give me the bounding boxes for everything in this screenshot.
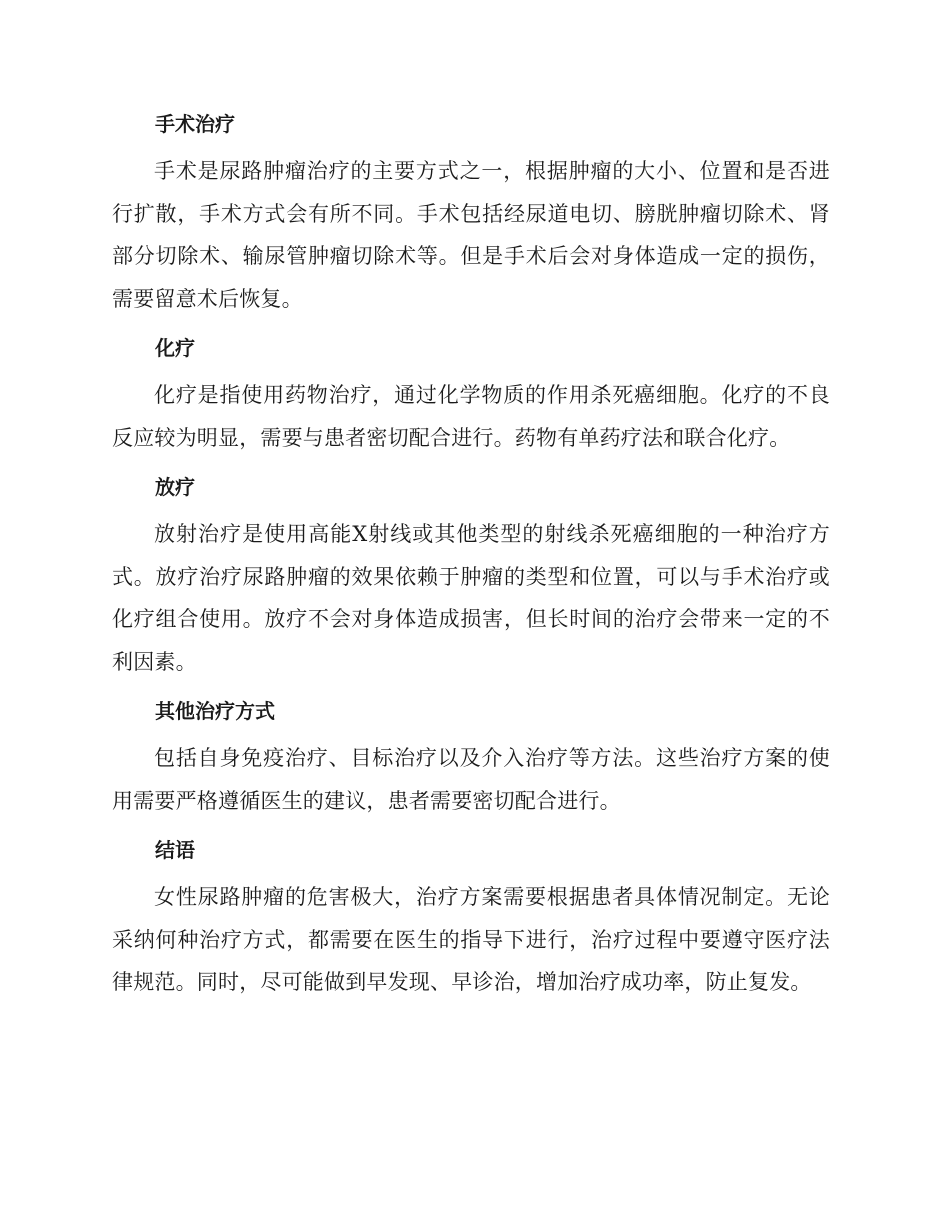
section-paragraph: 化疗是指使用药物治疗，通过化学物质的作用杀死癌细胞。化疗的不良反应较为明显，需要与患者密切配合进行。药物有单药疗法和联合化疗。: [112, 383, 830, 450]
section-paragraph: 放射治疗是使用高能X射线或其他类型的射线杀死癌细胞的一种治疗方式。放疗治疗尿路肿瘤的效果依赖于肿瘤的类型和位置，可以与手术治疗或化疗组合使用。放疗不会对身体造成损害，但长时间的治疗会带来一定的不利因素。: [112, 522, 830, 674]
section-conclusion: [112, 834, 830, 1004]
section-radiotherapy: [112, 471, 830, 683]
section-heading: 放疗: [155, 475, 195, 499]
section-paragraph: 手术是尿路肿瘤治疗的主要方式之一，根据肿瘤的大小、位置和是否进行扩散，手术方式会有所不同。手术包括经尿道电切、膀胱肿瘤切除术、肾部分切除术、输尿管肿瘤切除术等。但是手术后会对身体造成一定的损伤，需要留意术后恢复。: [112, 159, 830, 311]
section-other-treatments: [112, 695, 830, 822]
section-heading: 手术治疗: [155, 112, 235, 136]
section-paragraph: 包括自身免疫治疗、目标治疗以及介入治疗等方法。这些治疗方案的使用需要严格遵循医生的建议，患者需要密切配合进行。: [112, 746, 830, 813]
section-heading: 其他治疗方式: [155, 699, 275, 723]
section-chemotherapy: [112, 332, 830, 459]
section-paragraph: 女性尿路肿瘤的危害极大，治疗方案需要根据患者具体情况制定。无论采纳何种治疗方式，都需要在医生的指导下进行，治疗过程中要遵守医疗法律规范。同时，尽可能做到早发现、早诊治，增加治疗成功率，防止复发。: [112, 885, 830, 994]
section-heading: 结语: [155, 838, 195, 862]
section-heading: 化疗: [155, 336, 195, 360]
section-surgery: [112, 108, 830, 320]
document-page: [112, 108, 830, 1016]
